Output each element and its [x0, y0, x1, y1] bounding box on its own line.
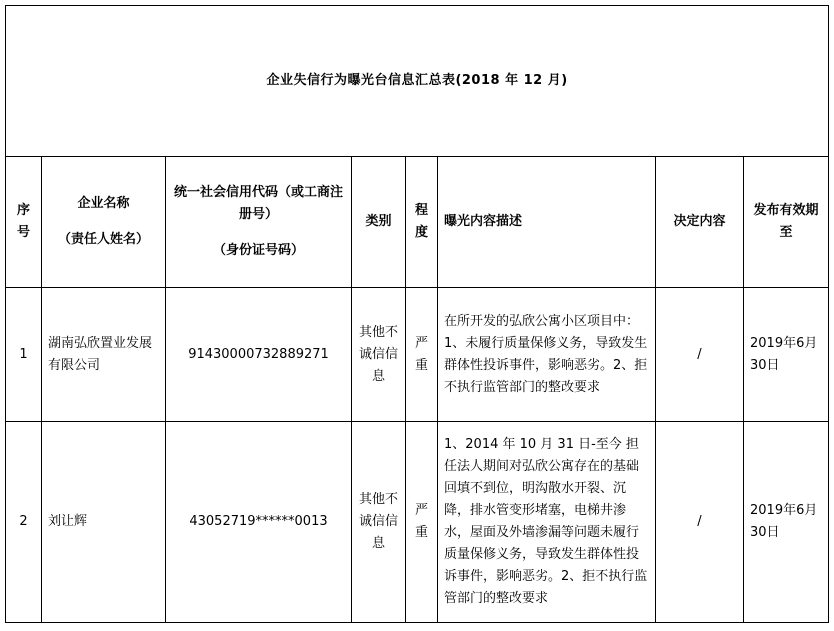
row-credit-code: 91430000732889271 [166, 288, 352, 422]
row-decision: / [656, 422, 744, 623]
row-valid-until: 2019年6月30日 [744, 422, 829, 623]
header-decision: 决定内容 [656, 157, 744, 288]
row-category: 其他不诚信信息 [352, 288, 406, 422]
header-company-name [42, 157, 166, 288]
row-seq: 1 [6, 288, 42, 422]
row-company-name: 刘让辉 [42, 422, 166, 623]
summary-sheet [5, 5, 828, 626]
header-degree: 程度 [406, 157, 438, 288]
header-row [6, 157, 829, 288]
row-description: 在所开发的弘欣公寓小区项目中：1、未履行质量保修义务，导致发生群体性投诉事件，影响恶劣。2、拒不执行监管部门的整改要求 [438, 288, 656, 422]
header-category: 类别 [352, 157, 406, 288]
row-decision: / [656, 288, 744, 422]
row-credit-code: 43052719******0013 [166, 422, 352, 623]
row-seq: 2 [6, 422, 42, 623]
header-valid-until: 发布有效期至 [744, 157, 829, 288]
table-row [6, 288, 829, 422]
row-company-name: 湖南弘欣置业发展有限公司 [42, 288, 166, 422]
header-credit-code-sub: （身份证号码） [212, 243, 304, 258]
summary-table [5, 5, 829, 623]
header-credit-code-main: 统一社会信用代码（或工商注册号） [173, 185, 343, 222]
row-category: 其他不诚信信息 [352, 422, 406, 623]
sheet-title: 企业失信行为曝光台信息汇总表(2018 年 12 月) [6, 6, 829, 157]
row-degree: 严重 [406, 422, 438, 623]
row-degree: 严重 [406, 288, 438, 422]
header-company-name-main: 企业名称 [77, 196, 130, 211]
row-description: 1、2014 年 10 月 31 日-至今 担任法人期间对弘欣公寓存在的基础回填不到位，明沟散水开裂、沉降，排水管变形堵塞，电梯井渗水，屋面及外墙渗漏等问题未履行质量保修义务，导致发生群体性投诉事件，影响恶劣。2、拒不执行监管部门的整改要求 [438, 422, 656, 623]
header-credit-code [166, 157, 352, 288]
row-valid-until: 2019年6月30日 [744, 288, 829, 422]
header-description: 曝光内容描述 [438, 157, 656, 288]
header-company-name-sub: （责任人姓名） [57, 232, 149, 247]
table-row [6, 422, 829, 623]
header-seq: 序号 [6, 157, 42, 288]
